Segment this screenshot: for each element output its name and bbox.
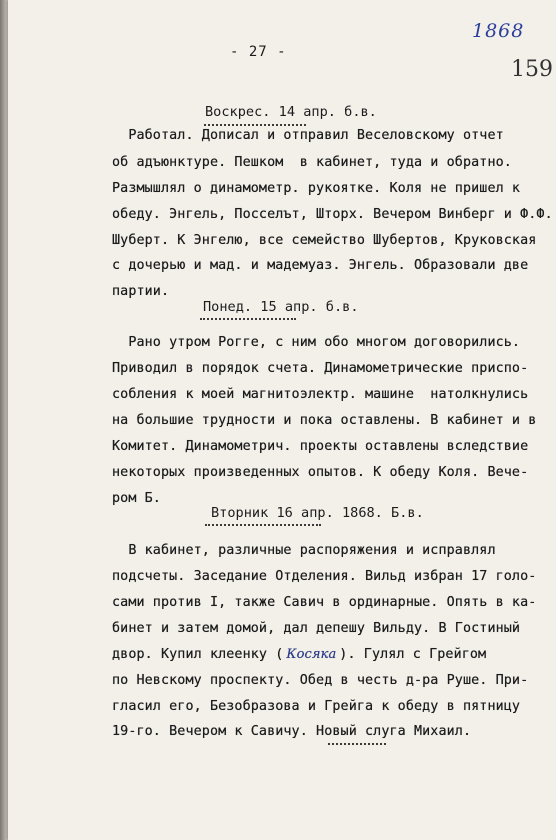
diary-line: некоторых произведенных опытов. К обеду Коля. Вече- bbox=[112, 465, 529, 480]
diary-line: подсчеты. Заседание Отделения. Вильд избран 17 голо- bbox=[112, 569, 537, 584]
handwritten-insertion: Косяка bbox=[286, 647, 337, 662]
header-underline bbox=[205, 524, 321, 526]
diary-line: об адъюнктуре. Пешком в кабинет, туда и обратно. bbox=[112, 155, 512, 170]
diary-line: 19-го. Вечером к Савичу. Новый слуга Михаил. bbox=[112, 724, 472, 739]
diary-line: Размышлял о динамометр. рукоятке. Коля не пришел к bbox=[112, 181, 521, 196]
entry-header: Воскрес. 14 апр. б.в. bbox=[205, 104, 377, 120]
diary-line: Комитет. Динамометрич. проекты оставлены вследствие bbox=[112, 439, 529, 454]
diary-line: Приводил в порядок счета. Динамометрические приспо- bbox=[112, 361, 529, 376]
end-underline bbox=[328, 743, 386, 745]
diary-line: на большие трудности и пока оставлены. В кабинет и в bbox=[112, 413, 537, 428]
page-number: - 27 - bbox=[230, 44, 287, 60]
diary-line: сами против I, также Савич в ординарные. Опять в ка- bbox=[112, 595, 537, 610]
diary-line: по Невскому проспекту. Обед в честь д-ра Руше. При- bbox=[112, 673, 529, 688]
handwritten-folio-number: 159 bbox=[511, 57, 553, 82]
diary-line: Работал. Дописал и отправил Веселовскому отчет bbox=[112, 128, 504, 143]
diary-line: гласил его, Безобразова и Грейга к обеду в пятницу bbox=[112, 699, 521, 714]
diary-line: ром Б. bbox=[112, 491, 161, 506]
diary-line-end: ). Гулял с Грейгом bbox=[339, 647, 487, 662]
diary-line: собления к моей магнитоэлектр. машине натолкнулись bbox=[112, 387, 529, 402]
header-underline bbox=[204, 124, 306, 126]
diary-line: партии. bbox=[112, 284, 170, 299]
diary-line: с дочерью и мад. и мадемуаз. Энгель. Образовали две bbox=[112, 258, 529, 273]
diary-line: Шуберт. К Энгелю, все семейство Шубертов, Круковская bbox=[112, 233, 537, 248]
diary-line: Рано утром Рогге, с ним обо многом договорились. bbox=[112, 335, 521, 350]
diary-line: обеду. Энгель, Посселът, Шторх. Вечером Винберг и Ф.Ф. bbox=[112, 207, 553, 222]
entry-header: Вторник 16 апр. 1868. Б.в. bbox=[211, 505, 424, 521]
diary-line-start: двор. Купил клеенку ( bbox=[112, 647, 284, 662]
entry-header: Понед. 15 апр. б.в. bbox=[203, 299, 359, 315]
header-underline bbox=[200, 318, 296, 320]
diary-line: В кабинет, различные распоряжения и исправлял bbox=[112, 543, 496, 558]
handwritten-year: 1868 bbox=[472, 20, 525, 42]
page-edge-shadow bbox=[0, 0, 8, 840]
diary-line: бинет и затем домой, дал депешу Вильду. В Гостиный bbox=[112, 621, 521, 636]
diary-line-with-annotation bbox=[112, 647, 486, 662]
